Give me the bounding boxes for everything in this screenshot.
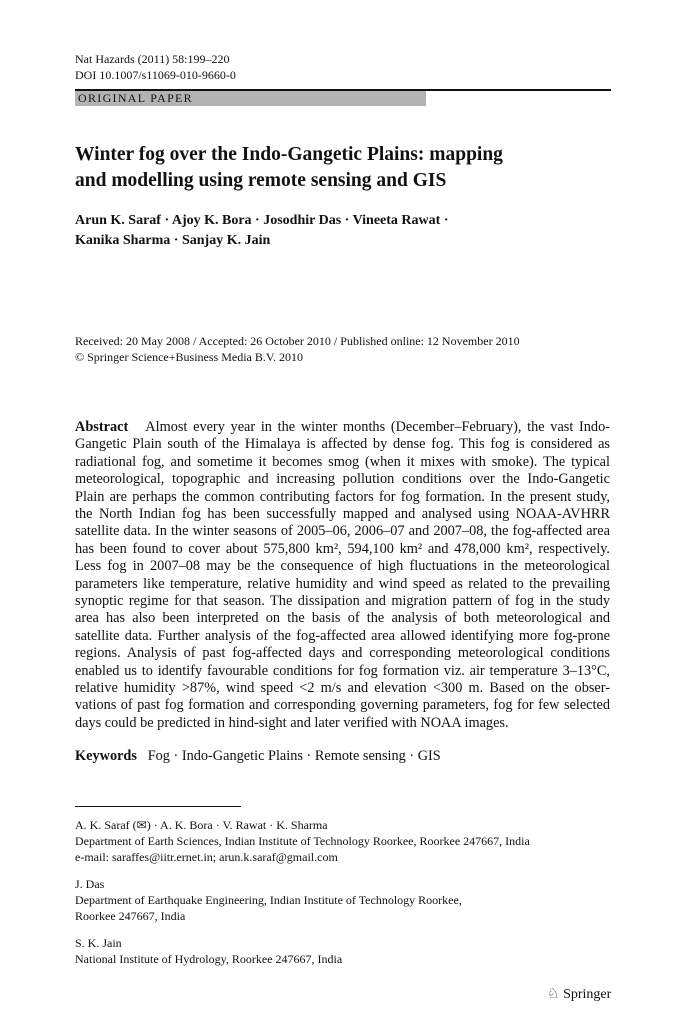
abstract-text: satellite data. In the winter seasons of 2005–06, 2006–07 and 2007–08, the fog-affected area <box>75 523 610 540</box>
abstract-text: Almost every year in the winter months (December–February), the vast Indo- <box>145 419 610 435</box>
affiliation-line: Roorkee 247667, India <box>75 909 186 923</box>
affiliation-names: S. K. Jain <box>75 936 122 950</box>
abstract-text: the North Indian fog has been successfully mapped and analysed using NOAA-AVHRR <box>75 506 610 522</box>
abstract-text: area has also been interpreted on the basis of the analysis of both meteorological and <box>75 610 610 627</box>
abstract-text: enabled us to identify favourable conditions for fog formation viz. air temperature 3–13°C, <box>75 662 610 679</box>
springer-horse-icon: ♘ <box>547 987 560 1002</box>
abstract-line <box>75 454 610 471</box>
abstract-line <box>75 610 610 627</box>
abstract-text: Gangetic Plain south of the Himalaya is affected by dense fog. This fog is considered as <box>75 436 610 453</box>
journal-citation: Nat Hazards (2011) 58:199–220 <box>75 52 230 66</box>
affiliation-line: Department of Earth Sciences, Indian Institute of Technology Roorkee, Roorkee 247667, India <box>75 834 530 848</box>
keywords <box>75 748 441 765</box>
affiliation-line: e-mail: saraffes@iitr.ernet.in; arun.k.saraf@gmail.com <box>75 850 338 864</box>
abstract-line <box>75 593 610 610</box>
copyright: © Springer Science+Business Media B.V. 2010 <box>75 350 303 364</box>
abstract-line <box>75 558 610 575</box>
abstract-line <box>75 419 610 436</box>
dates: Received: 20 May 2008 / Accepted: 26 October 2010 / Published online: 12 November 2010 <box>75 334 520 348</box>
authors-line-1: Arun K. Saraf · Ajoy K. Bora · Josodhir Das · Vineeta Rawat · <box>75 213 449 228</box>
abstract-text: satellite data. Further analysis of the fog-affected area allowed identifying more fog-prone <box>75 627 610 644</box>
abstract-line <box>75 541 610 558</box>
abstract-line <box>75 697 610 714</box>
abstract-line <box>75 628 610 645</box>
abstract-line <box>75 523 610 540</box>
section-label: ORIGINAL PAPER <box>75 91 426 106</box>
abstract-line <box>75 436 610 453</box>
abstract-line <box>75 471 610 488</box>
affiliation-names: J. Das <box>75 877 105 891</box>
abstract-text: days could be predicted in hind-sight and later verified with NOAA images. <box>75 714 509 731</box>
doi: DOI 10.1007/s11069-010-9660-0 <box>75 68 236 82</box>
abstract-text: Plain are perhaps the common contributing factors for fog formation. In the present study, <box>75 488 610 505</box>
abstract-text: Less fog in 2007–08 may be the consequence of high fluctuations in the meteorological <box>75 558 610 575</box>
abstract-line <box>75 663 610 680</box>
springer-logo <box>547 986 611 1003</box>
keywords-text: Fog · Indo-Gangetic Plains · Remote sensing · GIS <box>147 748 441 764</box>
authors-line-2: Kanika Sharma · Sanjay K. Jain <box>75 233 271 248</box>
abstract-line <box>75 645 610 662</box>
abstract-line <box>75 576 610 593</box>
abstract-line <box>75 715 610 732</box>
abstract-text: synoptic regime for that season. The dissipation and migration pattern of fog in the study <box>75 593 610 609</box>
affiliation-line: National Institute of Hydrology, Roorkee 247667, India <box>75 952 343 966</box>
abstract-line <box>75 506 610 523</box>
abstract-text: relative humidity >87%, wind speed <2 m/s and elevation <300 m. Based on the obser- <box>75 680 610 696</box>
publisher-name: Springer <box>563 987 612 1002</box>
title-line-1: Winter fog over the Indo-Gangetic Plains: mapping <box>75 144 503 165</box>
abstract-line <box>75 680 610 697</box>
abstract-text: parameters like temperature, relative humidity and wind speed as related to the prevailing <box>75 575 610 592</box>
abstract-text: has been found to cover about 575,800 km², 594,100 km² and 478,000 km², respectively. <box>75 540 610 557</box>
footnote-rule <box>75 806 241 807</box>
keywords-heading: Keywords <box>75 748 137 764</box>
abstract-text: vations of past fog formation and corresponding governing parameters, fog for few selected <box>75 697 610 714</box>
abstract-text: regions. Analysis of past fog-affected days and corresponding meteorological conditions <box>75 645 610 662</box>
affiliation-line: Department of Earthquake Engineering, Indian Institute of Technology Roorkee, <box>75 893 462 907</box>
abstract-heading: Abstract <box>75 419 129 435</box>
affiliation-names: A. K. Saraf (✉) · A. K. Bora · V. Rawat · K. Sharma <box>75 818 328 832</box>
abstract-text: meteorological, topographic and increasing pollution conditions over the Indo-Gangetic <box>75 471 610 488</box>
title-line-2: and modelling using remote sensing and GIS <box>75 170 447 191</box>
abstract-line <box>75 489 610 506</box>
abstract-text: radiational fog, and sometime it becomes smog (when it mixes with smoke). The typical <box>75 453 610 470</box>
